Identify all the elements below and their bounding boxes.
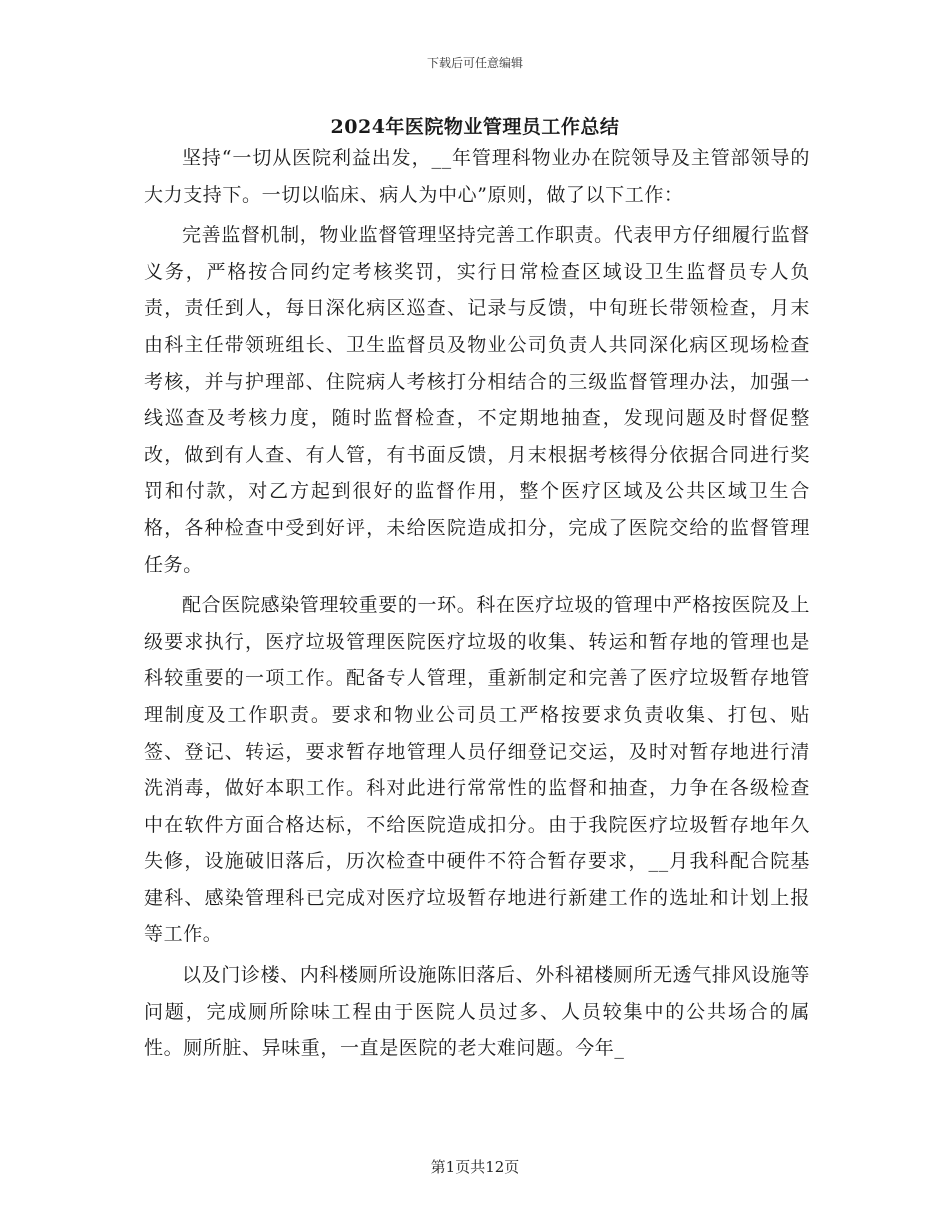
document-title: 2024年医院物业管理员工作总结: [330, 116, 620, 138]
page-number-footer: 第1页共12页: [430, 1158, 520, 1176]
paragraph-intro: 坚持“一切从医院利益出发，__年管理科物业办在院领导及主管部领导的大力支持下。一切以临床、病人为中心”原则，做了以下工作：: [144, 147, 810, 206]
paragraph-toilets: 以及门诊楼、内科楼厕所设施陈旧落后、外科裙楼厕所无透气排风设施等问题，完成厕所除味工程由于医院人员过多、人员较集中的公共场合的属性。厕所脏、异味重，一直是医院的老大难问题。今年_: [144, 964, 810, 1060]
paragraph-medical-waste: 配合医院感染管理较重要的一环。科在医疗垃圾的管理中严格按医院及上级要求执行，医疗垃圾管理医院医疗垃圾的收集、转运和暂存地的管理也是科较重要的一项工作。配备专人管理，重新制定和完善了医疗垃圾暂存地管理制度及工作职责。要求和物业公司员工严格按要求负责收集、打包、贴签、登记、转运，要求暂存地管理人员仔细登记交运，及时对暂存地进行清洗消毒，做好本职工作。科对此进行常常性的监督和抽查，力争在各级检查中在软件方面合格达标，不给医院造成扣分。由于我院医疗垃圾暂存地年久失修，设施破旧落后，历次检查中硬件不符合暂存要求，__月我科配合院基建科、感染管理科已完成对医疗垃圾暂存地进行新建工作的选址和计划上报等工作。: [144, 594, 810, 946]
document-body: [144, 140, 810, 1071]
paragraph-supervision: 完善监督机制，物业监督管理坚持完善工作职责。代表甲方仔细履行监督义务，严格按合同约定考核奖罚，实行日常检查区域设卫生监督员专人负责，责任到人，每日深化病区巡查、记录与反馈，中旬班长带领检查，月末由科主任带领班组长、卫生监督员及物业公司负责人共同深化病区现场检查考核，并与护理部、住院病人考核打分相结合的三级监督管理办法，加强一线巡查及考核力度，随时监督检查，不定期地抽查，发现问题及时督促整改，做到有人查、有人管，有书面反馈，月末根据考核得分依据合同进行奖罚和付款，对乙方起到很好的监督作用，整个医疗区域及公共区域卫生合格，各种检查中受到好评，未给医院造成扣分，完成了医院交给的监督管理任务。: [144, 224, 810, 576]
header-note: 下载后可任意编辑: [426, 56, 523, 70]
